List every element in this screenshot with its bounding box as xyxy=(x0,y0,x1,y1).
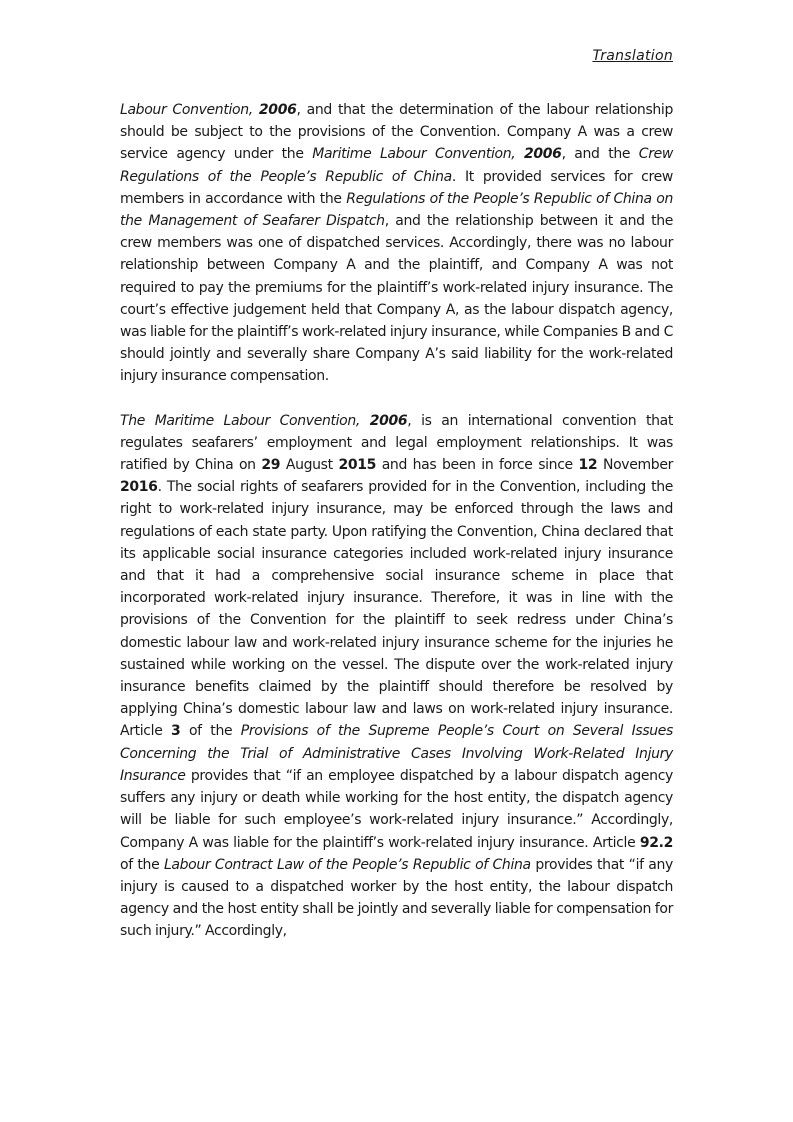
text-segment: November xyxy=(597,457,674,474)
text-segment: provides that “if an employee dispatched by a labour dispatch agency suffers any injury or death while working for the host entity, the dispatch agency will be liable for such employee’s work-related injury insurance.” Accordingly, Company A was liable for the plaintiff’s work-related injury insurance. Article xyxy=(120,767,673,851)
text-segment: Labour Contract Law of the People’s Republic of China xyxy=(163,856,531,873)
text-segment: 92.2 xyxy=(639,834,673,851)
text-segment: and has been in force since xyxy=(376,457,579,474)
text-segment: 12 xyxy=(578,457,598,474)
text-segment: . The social rights of seafarers provided for in the Convention, including the right to work-related injury insurance, may be enforced through the laws and regulations of each state party. Upon ratifying the Convention, China declared that its applicable social insurance categories included work-related injury insurance and that it had a comprehensive social insurance scheme in place that incorporated work-related injury insurance. Therefore, it was in line with the provisions of the Convention for the plaintiff to seek redress under China’s domestic labour law and work-related injury insurance scheme for the injuries he sustained while working on the vessel. The dispute over the work-related injury insurance benefits claimed by the plaintiff should therefore be resolved by applying China’s domestic labour law and laws on work-related injury insurance. Article xyxy=(120,479,673,740)
text-segment: 29 xyxy=(261,457,281,474)
text-segment: of the xyxy=(180,723,241,740)
text-segment: , and the relationship between it and the crew members was one of dispatched services. Accordingly, there was no labour relationship between Company A and the plaintiff, and Company A was not required to pay the premiums for the plaintiff’s work-related injury insurance. The court’s effective judgement held that Company A, as the labour dispatch agency, was liable for the plaintiff’s work-related injury insurance, while Companies B and C should jointly and severally share Company A’s said liability for the work-related injury insurance compensation. xyxy=(120,213,673,385)
text-segment: , and the xyxy=(561,146,639,163)
paragraph-1 xyxy=(120,99,673,388)
text-segment: 2006 xyxy=(524,146,562,163)
text-segment: 2006 xyxy=(369,412,408,429)
text-segment: Labour Convention, xyxy=(120,102,259,118)
document-body xyxy=(120,99,673,943)
text-segment: August xyxy=(280,457,339,474)
text-segment: , is an international convention that regulates seafarers’ employment and legal employment relationships. It was ratified by China on xyxy=(120,412,673,474)
text-segment: Provisions of the Supreme People’s Court on Several Issues Concerning the Trial of Administrative Cases Involving Work-Related Injury Insurance xyxy=(120,723,673,784)
text-segment: of the xyxy=(120,856,164,873)
text-segment: Crew Regulations of the People’s Republic of China xyxy=(120,146,673,185)
text-segment: provides that “if any injury is caused to a dispatched worker by the host entity, the labour dispatch agency and the host entity shall be jointly and severally liable for compensation for such injury.” Accordingly, xyxy=(120,856,673,940)
text-segment: Maritime Labour Convention, xyxy=(312,146,524,163)
text-segment: 2016 xyxy=(120,479,158,496)
text-segment: 2015 xyxy=(338,457,377,474)
text-segment: The Maritime Labour Convention, xyxy=(120,412,370,429)
text-segment: Regulations of the People’s Republic of China on the Management of Seafarer Dispatch xyxy=(120,190,673,230)
text-segment: 2006 xyxy=(258,102,297,118)
header-translation-label: Translation xyxy=(592,48,673,64)
paragraph-2 xyxy=(120,410,673,943)
text-segment: 3 xyxy=(171,723,181,740)
text-segment: , and that the determination of the labour relationship should be subject to the provisions of the Convention. Company A was a crew service agency under the xyxy=(120,102,673,163)
text-segment: . It provided services for crew members in accordance with the xyxy=(120,168,673,207)
